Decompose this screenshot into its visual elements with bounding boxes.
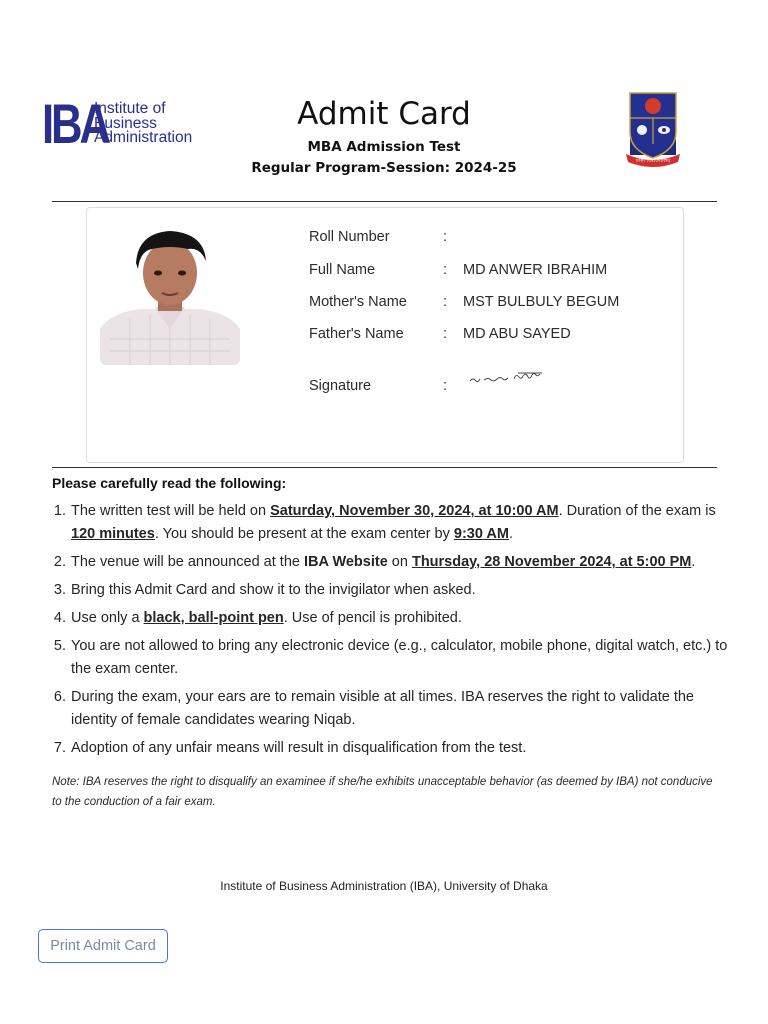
signature-colon: : xyxy=(443,378,448,394)
instruction-item: 5. You are not allowed to bring any electronic device (e.g., calculator, mobile phone, digital watch, etc.) to the exam center. xyxy=(70,635,730,681)
instructions-heading: Please carefully read the following: xyxy=(52,475,287,491)
signature-image xyxy=(468,370,552,386)
roll-number-colon: : xyxy=(443,229,448,245)
footer-institution: Institute of Business Administration (IBA), University of Dhaka xyxy=(220,879,548,893)
header-divider xyxy=(52,201,717,202)
fathers-name-colon: : xyxy=(443,326,448,342)
du-sun xyxy=(645,98,661,114)
mothers-name-value: MST BULBULY BEGUM xyxy=(463,294,620,310)
report-time: 9:30 AM xyxy=(453,526,509,542)
exam-duration: 120 minutes xyxy=(71,526,155,542)
instruction-item: 3. Bring this Admit Card and show it to the invigilator when asked. xyxy=(70,579,730,602)
pen-requirement: black, ball-point pen xyxy=(143,610,284,626)
roll-number-label: Roll Number xyxy=(309,229,390,245)
du-lotus xyxy=(637,125,647,135)
page-title: Admit Card xyxy=(297,96,471,132)
mothers-name-label: Mother's Name xyxy=(309,294,407,310)
card-divider xyxy=(52,467,717,468)
venue-announce-date: Thursday, 28 November 2024, at 5:00 PM xyxy=(411,554,692,570)
exam-subtitle: MBA Admission Test xyxy=(307,139,461,155)
mothers-name-colon: : xyxy=(443,294,448,310)
instruction-item: 6. During the exam, your ears are to remain visible at all times. IBA reserves the right to validate the identity of female candidates wearing Niqab. xyxy=(70,686,730,732)
instructions-list xyxy=(52,500,730,765)
iba-logo-text: Institute of Business Administration xyxy=(94,100,193,147)
instruction-item: 2. The venue will be announced at the IBA Website on Thursday, 28 November 2024, at 5:00 PM. xyxy=(70,551,730,574)
iba-website-text: IBA Website xyxy=(303,554,388,570)
disqualification-note: Note: IBA reserves the right to disqualify an examinee if she/he exhibits unacceptable behavior (as deemed by IBA) not conducive to the conduction of a fair exam. xyxy=(52,776,713,808)
full-name-colon: : xyxy=(443,262,448,278)
du-ribbon-text: ঢাকা বিশ্ববিদ্যালয় xyxy=(635,158,671,164)
fathers-name-label: Father's Name xyxy=(309,326,404,342)
iba-logo-mark: IBA xyxy=(42,92,108,155)
full-name-label: Full Name xyxy=(309,262,376,278)
dhaka-university-logo xyxy=(624,92,682,170)
candidate-photo xyxy=(100,229,240,365)
instruction-item: 4. Use only a black, ball-point pen. Use of pencil is prohibited. xyxy=(70,607,730,630)
instruction-item: 1. The written test will be held on Saturday, November 30, 2024, at 10:00 AM. Duration of the exam is 120 minutes. You should be present at the exam center by 9:30 AM. xyxy=(70,500,730,546)
instruction-item: 7. Adoption of any unfair means will result in disqualification from the test. xyxy=(70,737,730,760)
session-line: Regular Program-Session: 2024-25 xyxy=(251,160,517,176)
fathers-name-value: MD ABU SAYED xyxy=(463,326,571,342)
exam-date: Saturday, November 30, 2024, at 10:00 AM xyxy=(270,503,559,519)
signature-label: Signature xyxy=(309,378,372,394)
print-admit-card-button[interactable]: Print Admit Card xyxy=(38,929,168,963)
full-name-value: MD ANWER IBRAHIM xyxy=(463,262,608,278)
